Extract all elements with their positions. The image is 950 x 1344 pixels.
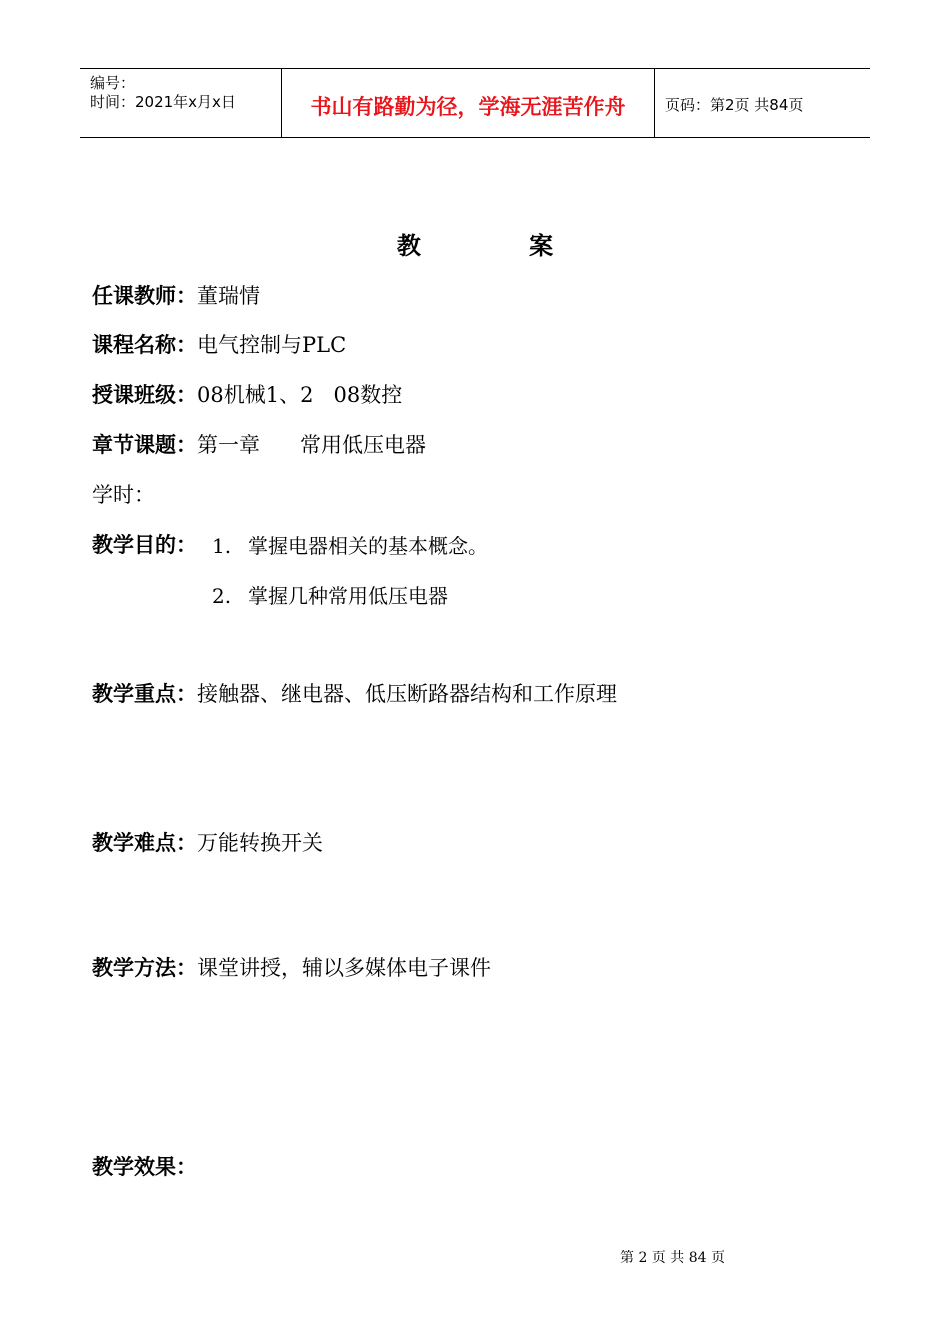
classes-row: [92, 379, 402, 409]
motto: 书山有路勤为径，学海无涯苦作舟: [310, 95, 626, 119]
course-label: 课程名称：: [92, 333, 197, 357]
methods-value: 课堂讲授，辅以多媒体电子课件: [197, 956, 491, 980]
header-table: [80, 68, 870, 138]
difficulties-row: [92, 827, 323, 857]
classes-value: 08机械1、2 08数控: [197, 383, 403, 407]
hours-row: [92, 479, 155, 509]
page-footer: 第 2 页 共 84 页: [620, 1250, 725, 1266]
key-points-value: 接触器、继电器、低压断路器结构和工作原理: [197, 682, 617, 706]
hours-label: 学时：: [92, 483, 155, 507]
objectives-label: 教学目的：: [92, 533, 197, 557]
objective-text: 掌握几种常用低压电器: [248, 584, 448, 608]
key-points-label: 教学重点：: [92, 682, 197, 706]
classes-label: 授课班级：: [92, 383, 197, 407]
chapter-label: 章节课题：: [92, 433, 197, 457]
course-value: 电气控制与PLC: [197, 333, 347, 357]
teacher-label: 任课教师：: [92, 284, 197, 308]
objective-number: 1.: [212, 534, 232, 558]
methods-label: 教学方法：: [92, 956, 197, 980]
course-row: [92, 329, 346, 359]
page-code: 页码：第2页 共84页: [665, 96, 804, 114]
effect-row: [92, 1151, 197, 1181]
objective-text: 掌握电器相关的基本概念。: [248, 534, 488, 558]
objective-number: 2.: [212, 584, 232, 608]
chapter-value: 第一章 常用低压电器: [197, 433, 427, 457]
header-page-cell: [655, 69, 870, 137]
difficulties-label: 教学难点：: [92, 831, 197, 855]
teacher-value: 董瑞情: [197, 284, 260, 308]
chapter-row: [92, 429, 426, 459]
objectives-row: [92, 529, 197, 559]
doc-title: 教 案: [396, 232, 604, 260]
header-motto-cell: [282, 69, 655, 137]
objective-item: [212, 580, 448, 609]
number-label: 编号：: [90, 74, 136, 92]
difficulties-value: 万能转换开关: [197, 831, 323, 855]
methods-row: [92, 952, 491, 982]
objective-item: [212, 530, 488, 559]
effect-label: 教学效果：: [92, 1155, 197, 1179]
teacher-row: [92, 280, 260, 310]
header-info-cell: [80, 69, 282, 137]
key-points-row: [92, 678, 617, 708]
time-label: 时间：2021年x月x日: [90, 93, 236, 111]
